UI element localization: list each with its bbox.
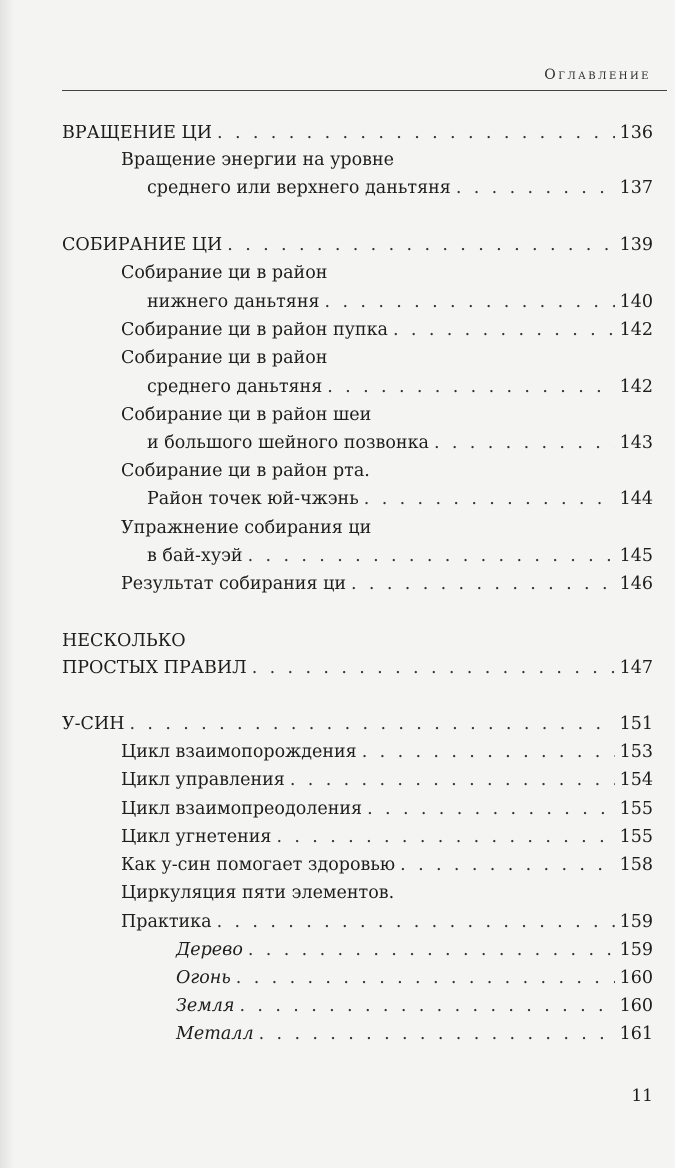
toc-entry-page: 139 <box>619 235 653 255</box>
toc-entry-title: Результат собирания ци <box>121 574 346 594</box>
toc-entry[interactable] <box>176 966 653 990</box>
toc-entry[interactable] <box>121 853 653 877</box>
dot-leader <box>362 740 615 764</box>
toc-entry[interactable] <box>176 994 653 1018</box>
dot-leader <box>259 1022 615 1046</box>
toc-entry-page: 155 <box>619 799 653 819</box>
toc-entry[interactable] <box>121 261 327 285</box>
toc-entry-page: 158 <box>619 855 653 875</box>
toc-entry-title: У-СИН <box>62 714 125 734</box>
toc-entry[interactable] <box>121 740 653 764</box>
toc-entry-page: 142 <box>619 377 653 397</box>
toc-entry-page: 140 <box>619 292 653 312</box>
toc-entry[interactable] <box>147 290 653 314</box>
dot-leader <box>456 176 615 200</box>
toc-entry-page: 161 <box>619 1024 653 1044</box>
toc-entry-title: Практика <box>121 912 212 932</box>
toc-entry-title: НЕСКОЛЬКО <box>62 631 186 651</box>
header-rule <box>62 90 667 91</box>
dot-leader <box>290 768 615 792</box>
dot-leader <box>393 318 615 342</box>
toc-entry-page: 160 <box>619 996 653 1016</box>
toc-entry-title: Упражнение собирания ци <box>121 518 372 538</box>
toc-entry-page: 151 <box>619 714 653 734</box>
toc-entry-page: 145 <box>619 546 653 566</box>
dot-leader <box>227 233 614 257</box>
toc-entry-page: 159 <box>619 940 653 960</box>
toc-entry-title: СОБИРАНИЕ ЦИ <box>62 235 223 255</box>
toc-entry-page: 137 <box>619 178 653 198</box>
dot-leader <box>217 910 615 934</box>
toc-entry[interactable] <box>121 148 394 172</box>
toc-entry-page: 136 <box>619 123 653 143</box>
toc-entry-title: Район точек юй-чжэнь <box>147 489 359 509</box>
dot-leader <box>400 853 614 877</box>
toc-entry-title: Огонь <box>176 968 231 988</box>
toc-entry[interactable] <box>62 656 653 680</box>
toc-entry-title: Собирание ци в район шеи <box>121 405 372 425</box>
toc-entry-title: Циркуляция пяти элементов. <box>121 883 395 903</box>
dot-leader <box>217 121 615 145</box>
toc-entry-title: ПРОСТЫХ ПРАВИЛ <box>62 658 247 678</box>
dot-leader <box>434 431 615 455</box>
toc-entry-title: нижнего даньтяня <box>147 292 320 312</box>
toc-entry[interactable] <box>62 712 653 736</box>
dot-leader <box>240 994 615 1018</box>
toc-entry-title: среднего даньтяня <box>147 377 323 397</box>
toc-entry[interactable] <box>147 431 653 455</box>
toc-entry-title: Цикл управления <box>121 770 285 790</box>
page-number: 11 <box>631 1086 653 1106</box>
dot-leader <box>129 712 614 736</box>
toc-entry-page: 160 <box>619 968 653 988</box>
toc-entry[interactable] <box>121 768 653 792</box>
toc-entry[interactable] <box>121 459 370 483</box>
toc-entry-page: 144 <box>619 489 653 509</box>
toc-entry[interactable] <box>147 544 653 568</box>
toc-entry-title: ВРАЩЕНИЕ ЦИ <box>62 123 213 143</box>
toc-entry-title: Собирание ци в район <box>121 348 328 368</box>
toc-entry-page: 155 <box>619 827 653 847</box>
toc-entry-title: Цикл угнетения <box>121 827 272 847</box>
toc-entry-page: 142 <box>619 320 653 340</box>
toc-entry[interactable] <box>121 572 653 596</box>
toc-entry[interactable] <box>121 318 653 342</box>
toc-entry[interactable] <box>147 375 653 399</box>
dot-leader <box>327 375 614 399</box>
toc-entry-title: Металл <box>176 1024 254 1044</box>
toc-entry-page: 147 <box>619 658 653 678</box>
dot-leader <box>236 966 615 990</box>
toc-entry[interactable] <box>62 121 653 145</box>
dot-leader <box>325 290 615 314</box>
toc-entry[interactable] <box>121 910 653 934</box>
toc-entry[interactable] <box>121 516 371 540</box>
toc-entry-title: Собирание ци в район рта. <box>121 461 370 481</box>
toc-entry-title: Собирание ци в район пупка <box>121 320 388 340</box>
toc-entry[interactable] <box>147 176 653 200</box>
toc-entry[interactable] <box>176 938 653 962</box>
toc-entry[interactable] <box>121 346 327 370</box>
toc-entry-page: 153 <box>619 742 653 762</box>
dot-leader <box>364 487 615 511</box>
dot-leader <box>276 825 614 849</box>
dot-leader <box>367 797 614 821</box>
toc-entry-page: 154 <box>619 770 653 790</box>
toc-entry[interactable] <box>121 881 394 905</box>
toc-entry-title: Собирание ци в район <box>121 263 328 283</box>
running-header: Оглавление <box>544 67 651 83</box>
toc-entry-page: 143 <box>619 433 653 453</box>
toc-entry-title: и большого шейного позвонка <box>147 433 429 453</box>
page-gutter-shadow <box>0 0 14 1168</box>
dot-leader <box>248 938 615 962</box>
toc-entry-page: 159 <box>619 912 653 932</box>
toc-entry-title: Вращение энергии на уровне <box>121 150 395 170</box>
toc-entry[interactable] <box>121 825 653 849</box>
toc-entry[interactable] <box>121 797 653 821</box>
toc-entry-page: 146 <box>619 574 653 594</box>
dot-leader <box>252 656 615 680</box>
dot-leader <box>351 572 615 596</box>
toc-entry-title: среднего или верхнего даньтяня <box>147 178 451 198</box>
toc-entry-title: Цикл взаимопреодоления <box>121 799 363 819</box>
toc-entry-title: Как у-син помогает здоровью <box>121 855 396 875</box>
toc-entry-title: Дерево <box>176 940 243 960</box>
toc-entry[interactable] <box>62 629 186 653</box>
toc-entry[interactable] <box>62 233 653 257</box>
toc-entry[interactable] <box>147 487 653 511</box>
toc-entry-title: в бай-хуэй <box>147 546 243 566</box>
toc-entry[interactable] <box>121 403 371 427</box>
toc-entry-title: Земля <box>176 996 235 1016</box>
dot-leader <box>248 544 615 568</box>
toc-entry[interactable] <box>176 1022 653 1046</box>
toc-entry-title: Цикл взаимопорождения <box>121 742 357 762</box>
